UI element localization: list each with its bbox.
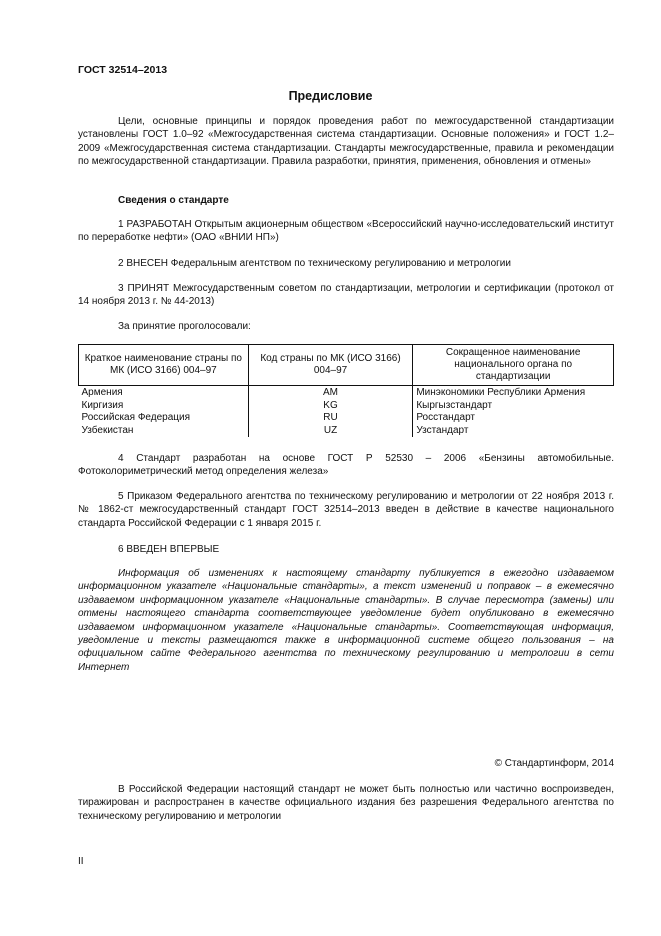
item-4-basis: 4 Стандарт разработан на основе ГОСТ Р 52530 – 2006 «Бензины автомобильные. Фотоколориметрический метод определения железа»	[78, 453, 614, 478]
table-row	[79, 400, 614, 413]
item-5-order: 5 Приказом Федерального агентства по техническому регулированию и метрологии от 22 ноября 2013 г. № 1862-ст межгосударственный стандарт ГОСТ 32514–2013 введен в действие в качестве национального стандарта Российской Федерации с 1 января 2015 г.	[78, 491, 614, 529]
item-2-submitted: 2 ВНЕСЕН Федеральным агентством по техническому регулированию и метрологии	[118, 258, 511, 269]
rights-paragraph: В Российской Федерации настоящий стандарт не может быть полностью или частично воспроизведен, тиражирован и распространен в качестве официального издания без разрешения Федерального агентства по техническому регулированию и метрологии	[78, 784, 614, 822]
table-row	[79, 412, 614, 425]
voted-label: За принятие проголосовали:	[118, 321, 251, 332]
document-code: ГОСТ 32514–2013	[78, 64, 168, 76]
notice-paragraph: Информация об изменениях к настоящему стандарту публикуется в ежегодно издаваемом информационном указателе «Национальные стандарты», а текст изменений и поправок – в ежемесячно издаваемом информационном указателе «Национальные стандарты». В случае пересмотра (замены) или отмены настоящего стандарта соответствующее уведомление будет опубликовано в ежемесячно издаваемом информационном указателе «Национальные стандарты». Соответствующая информация, уведомление и тексты размещаются также в информационной системе общего пользования – на официальном сайте Федерального агентства по техническому регулированию и метрологии в сети Интернет	[78, 568, 614, 673]
section-heading: Сведения о стандарте	[118, 195, 229, 206]
country-cell: Узбекистан	[81, 424, 134, 436]
code-cell: UZ	[248, 425, 413, 438]
body-cell: Узстандарт	[413, 425, 614, 438]
code-cell: RU	[248, 412, 413, 425]
body-cell: Минэкономики Республики Армения	[413, 386, 614, 400]
country-cell: Российская Федерация	[81, 412, 191, 423]
intro-paragraph: Цели, основные принципы и порядок проведения работ по межгосударственной стандартизации установлены ГОСТ 1.0–92 «Межгосударственная система стандартизации. Основные положения» и ГОСТ 1.2–2009 «Межгосударственная система стандартизации. Стандарты межгосударственные, правила и рекомендации по межгосударственной стандартизации. Правила разработки, принятия, применения, обновления и отмены»	[78, 116, 614, 168]
col-header-code: Код страны по МК (ИСО 3166) 004–97	[248, 345, 413, 386]
country-cell: Армения	[81, 387, 123, 398]
country-cell: Киргизия	[81, 399, 124, 411]
copyright-notice: © Стандартинформ, 2014	[494, 758, 614, 769]
col-header-country: Краткое наименование страны по МК (ИСО 3166) 004–97	[79, 345, 249, 386]
item-6-first: 6 ВВЕДЕН ВПЕРВЫЕ	[118, 544, 220, 555]
code-cell: KG	[248, 400, 413, 413]
table-row	[79, 425, 614, 438]
item-1-developed: 1 РАЗРАБОТАН Открытым акционерным обществом «Всероссийский научно-исследовательский институт по переработке нефти» (ОАО «ВНИИ НП»)	[78, 219, 614, 244]
page-title: Предисловие	[288, 89, 373, 103]
table-header-row	[79, 345, 614, 386]
item-3-adopted: 3 ПРИНЯТ Межгосударственным советом по стандартизации, метрологии и сертификации (протокол от 14 ноября 2013 г. № 44-2013)	[78, 283, 614, 308]
voting-table	[78, 344, 614, 437]
col-header-body: Сокращенное наименование национального органа по стандартизации	[413, 345, 614, 386]
body-cell: Росстандарт	[413, 412, 614, 425]
code-cell: AM	[248, 386, 413, 400]
page-number: II	[78, 856, 84, 867]
body-cell: Кыргызстандарт	[413, 400, 614, 413]
table-row	[79, 386, 614, 400]
